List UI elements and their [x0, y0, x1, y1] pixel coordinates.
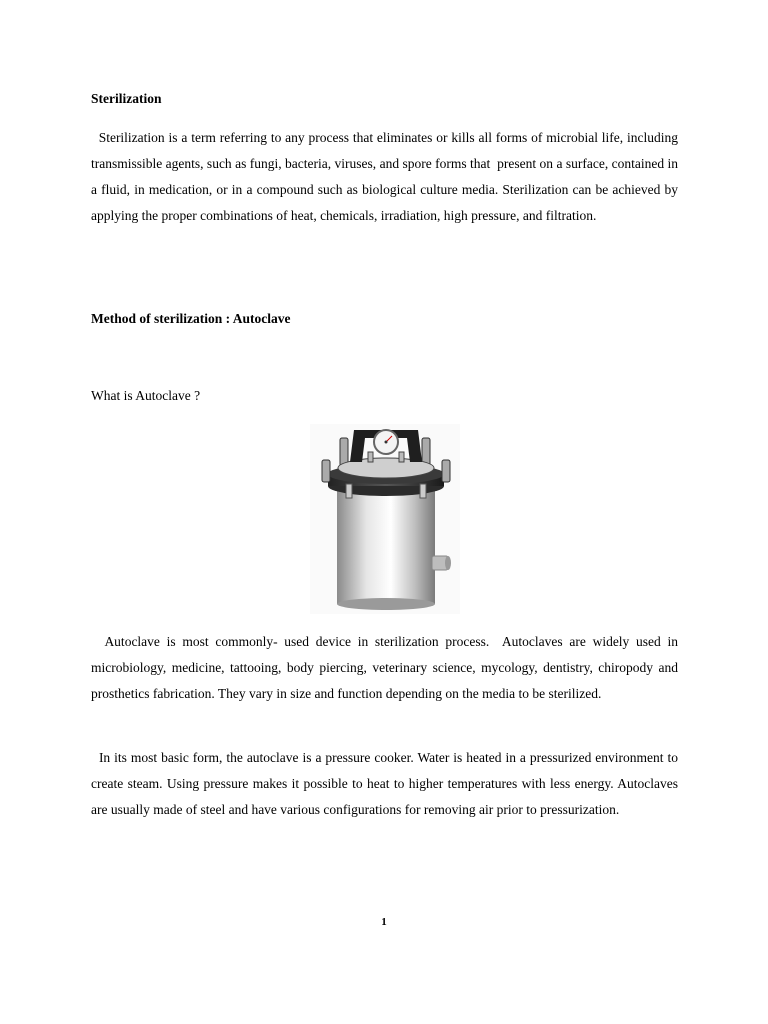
paragraph-sterilization-definition: Sterilization is a term referring to any process that eliminates or kills all forms of microbial life, including transmissible agents, such as fungi, bacteria, viruses, and spore forms that present on a surface, contained in a fluid, in medication, or in a compound such as biological culture media. Sterilization can be achieved by applying the proper combinations of heat, chemicals, irradiation, high pressure, and filtration.	[91, 130, 682, 223]
paragraph-autoclave-basic-form: In its most basic form, the autoclave is a pressure cooker. Water is heated in a pressurized environment to create steam. Using pressure makes it possible to heat to higher temperatures with less energy. Autoclaves are usually made of steel and have various configurations for removing air prior to pressurization.	[91, 750, 682, 817]
page-number: 1	[381, 916, 387, 928]
question-what-is-autoclave: What is Autoclave ?	[91, 388, 201, 403]
autoclave-figure	[310, 424, 460, 614]
section-heading-sterilization: Sterilization	[91, 91, 162, 106]
autoclave-illustration-icon	[310, 424, 460, 614]
section-heading-method: Method of sterilization : Autoclave	[91, 311, 291, 326]
paragraph-autoclave-usage: Autoclave is most commonly- used device in sterilization process. Autoclaves are widely used in microbiology, medicine, tattooing, body piercing, veterinary science, mycology, dentistry, chiropody and prosthetics fabrication. They vary in size and function depending on the media to be sterilized.	[91, 634, 682, 701]
